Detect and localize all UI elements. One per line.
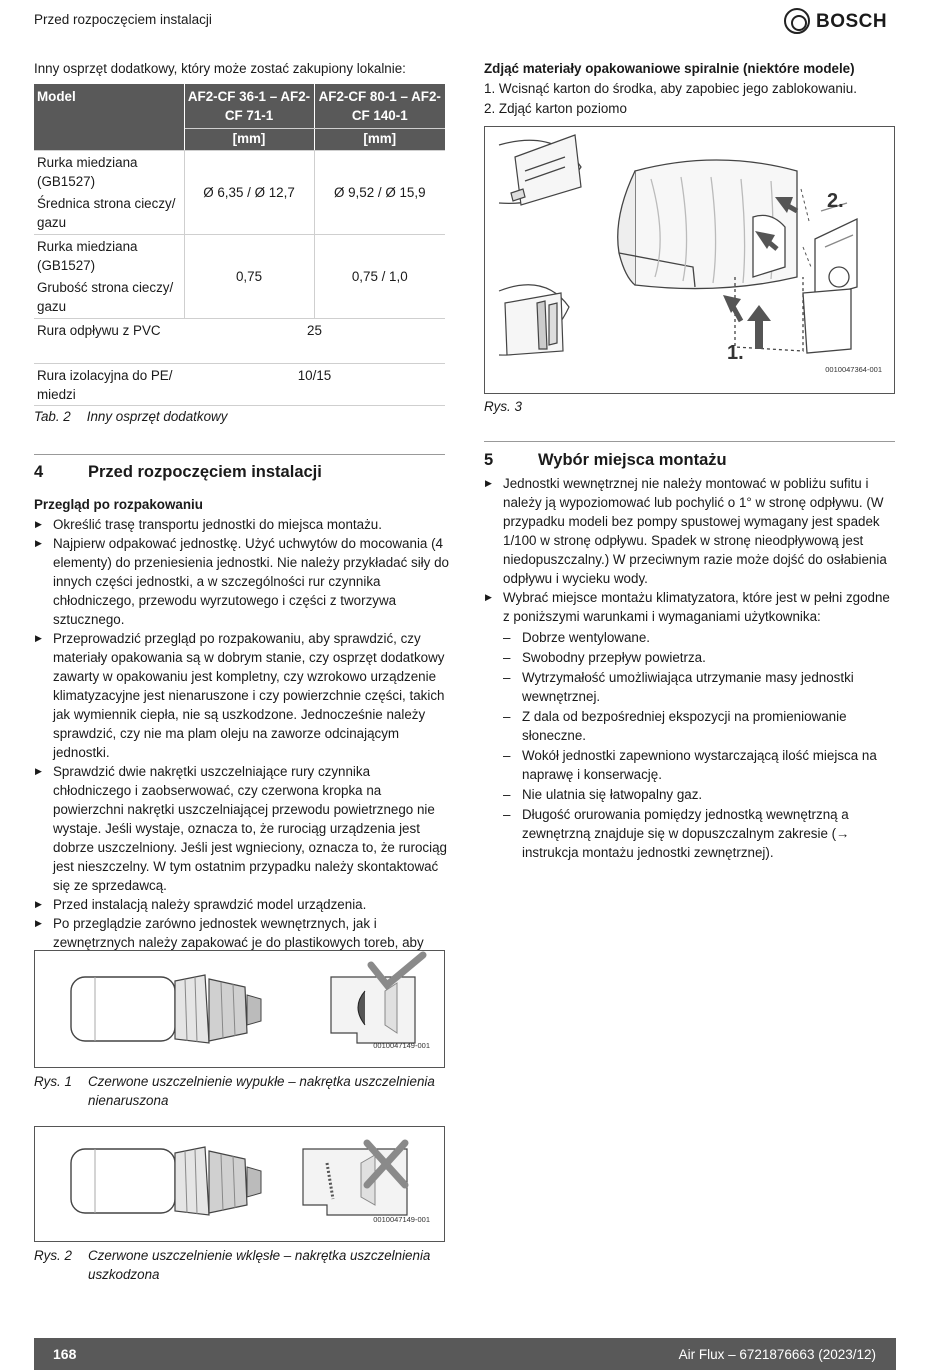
table-caption	[34, 407, 227, 426]
header-unit2: [mm]	[314, 129, 445, 151]
section-divider	[484, 441, 895, 442]
table-header-row	[34, 84, 445, 129]
location-list	[484, 474, 899, 863]
row-value: 10/15	[184, 364, 445, 406]
figure-1	[34, 950, 445, 1068]
packaging-removal-illustration	[485, 127, 895, 394]
subheading: Przegląd po rozpakowaniu	[34, 497, 203, 512]
packaging-step: 1. Wcisnąć karton do środka, aby zapobiec jego zablokowaniu.	[484, 81, 857, 96]
table-row	[34, 151, 445, 235]
accessories-table	[34, 84, 445, 406]
figure-1-caption	[34, 1072, 445, 1110]
figure-3-caption: Rys. 3	[484, 399, 522, 414]
header-unit1: [mm]	[184, 129, 314, 151]
row-label-line: Średnica strona cieczy/ gazu	[37, 196, 176, 230]
row-value: 0,75	[184, 235, 314, 319]
figure-2-caption	[34, 1246, 445, 1284]
row-label	[34, 151, 184, 235]
section-title: Przed rozpoczęciem instalacji	[88, 463, 322, 481]
figure-code: 0010047364-001	[825, 365, 882, 374]
figure-2	[34, 1126, 445, 1242]
list-item: ▶ Przeprowadzić przegląd po rozpakowaniu, aby sprawdzić, czy materiały opakowania są w dobrym stanie, czy osprzęt dodatkowy zawarty w opakowaniu jest kompletny, czy wzrokowo urządzenie klimatyzacyjne jest nienaruszone i czy powierzchnie części, takich jak wymiennik ciepła, nie są uszkodzone. Jednocześnie należy sprawdzić, czy nie ma plam oleju na zaworze odcinającym jednostki.	[34, 629, 449, 762]
header-model: Model	[34, 84, 184, 151]
row-value: Ø 6,35 / Ø 12,7	[184, 151, 314, 235]
step-2-marker: 2.	[827, 190, 844, 212]
table-row	[34, 364, 445, 406]
bosch-armature-icon	[784, 8, 810, 34]
caption-label: Rys. 1	[34, 1074, 72, 1089]
condition-item: – Długość orurowania pomiędzy jednostką wewnętrzną a zewnętrzną znajduje się w dopuszczalnym zakresie (→ instrukcja montażu jednostki zewnętrznej).	[503, 805, 899, 862]
condition-item: – Wytrzymałość umożliwiająca utrzymanie masy jednostki wewnętrznej.	[503, 668, 899, 706]
section-number: 4	[34, 463, 44, 481]
table-row	[34, 235, 445, 319]
figure-code: 0010047149-001	[373, 1215, 430, 1224]
step-1-marker: 1.	[727, 342, 744, 364]
section-5-heading	[484, 451, 727, 470]
caption-label: Rys. 2	[34, 1248, 72, 1263]
condition-item: – Swobodny przepływ powietrza.	[503, 648, 899, 667]
figure-3	[484, 126, 895, 394]
row-value: Ø 9,52 / Ø 15,9	[314, 151, 445, 235]
page-number: 168	[53, 1345, 77, 1362]
row-value: 25	[184, 319, 445, 364]
table-intro: Inny osprzęt dodatkowy, który może zostać zakupiony lokalnie:	[34, 61, 406, 76]
document-id: Air Flux – 6721876663 (2023/12)	[678, 1346, 876, 1362]
section-4-heading	[34, 463, 322, 482]
section-number: 5	[484, 451, 494, 469]
row-value: 0,75 / 1,0	[314, 235, 445, 319]
row-label-line: Grubość strona cieczy/ gazu	[37, 280, 174, 314]
condition-item: – Dobrze wentylowane.	[503, 628, 899, 647]
packaging-heading: Zdjąć materiały opakowaniowe spiralnie (niektóre modele)	[484, 61, 855, 76]
caption-text: Inny osprzęt dodatkowy	[86, 409, 228, 424]
header-col1: AF2-CF 36-1 – AF2-CF 71-1	[184, 84, 314, 129]
list-item: ▶ Jednostki wewnętrznej nie należy montować w pobliżu sufitu i należy ją wypoziomować lub pochylić o 1° w stronę odpływu. (W przypadku modeli bez pompy spustowej wymagany jest spadek 1/100 w stronę odpływu. Spadek w stronę nieodpływową jest niedopuszczalny.) W przeciwnym razie może dojść do osłabienia odpływu i wycieku wody.	[484, 474, 899, 588]
row-label-line: Rurka miedziana (GB1527)	[37, 155, 138, 189]
packaging-step: 2. Zdjąć karton poziomo	[484, 101, 627, 116]
list-item: ▶ Sprawdzić dwie nakrętki uszczelniające rury czynnika chłodniczego i zaobserwować, czy czerwona kropka na powierzchni nakrętki uszczelniającej przewodu powietrznego nie wystaje. Jeśli wystaje, oznacza to, że rurociąg urządzenia jest dobrze uszczelniony. Jeśli jest wgnieciony, oznacza to, że rurociąg jest nieszczelny. W tym ostatnim przypadku należy skontaktować się ze sprzedawcą.	[34, 762, 449, 895]
list-item: ▶ Określić trasę transportu jednostki do miejsca montażu.	[34, 515, 449, 534]
condition-item: – Nie ulatnia się łatwopalny gaz.	[503, 785, 899, 804]
list-item: ▶ Przed instalacją należy sprawdzić model urządzenia.	[34, 895, 449, 914]
figure-code: 0010047149-001	[373, 1041, 430, 1050]
caption-text: Czerwone uszczelnienie wypukłe – nakrętka uszczelnienia nienaruszona	[88, 1074, 435, 1108]
caption-text: Czerwone uszczelnienie wklęsłe – nakrętka uszczelnienia uszkodzona	[88, 1248, 431, 1282]
brand-name: BOSCH	[816, 10, 888, 32]
list-item: ▶ Po przeglądzie zarówno jednostek wewnętrznych, jak i zewnętrznych należy zapakować je do plastikowych toreb, aby	[34, 914, 449, 971]
section-divider	[34, 454, 445, 455]
row-label: Rura odpływu z PVC	[34, 319, 184, 364]
condition-item: – Z dala od bezpośredniej ekspozycji na promieniowanie słoneczne.	[503, 707, 899, 745]
row-label: Rura izolacyjna do PE/ miedzi	[34, 364, 184, 406]
list-item-text: Wybrać miejsce montażu klimatyzatora, które jest w pełni zgodne z poniższymi warunkami i wymaganiami użytkownika:	[503, 590, 890, 624]
bosch-logo	[784, 8, 887, 34]
section-title: Wybór miejsca montażu	[538, 451, 727, 469]
header-col2: AF2-CF 80-1 – AF2-CF 140-1	[314, 84, 445, 129]
row-label	[34, 235, 184, 319]
row-label-line: Rurka miedziana (GB1527)	[37, 239, 138, 273]
inspection-list	[34, 515, 449, 971]
page-footer	[34, 1338, 896, 1370]
condition-item: – Wokół jednostki zapewniono wystarczającą ilość miejsca na naprawę i konserwację.	[503, 746, 899, 784]
running-header: Przed rozpoczęciem instalacji	[34, 12, 212, 27]
list-item: ▶ Najpierw odpakować jednostkę. Użyć uchwytów do mocowania (4 elementy) do przeniesienia jednostki. Nie należy przykładać siły do innych części jednostki, a w szczególności rur czynnika chłodniczego, przewodu wyrzutowego i części z tworzywa sztucznego.	[34, 534, 449, 629]
conditions-list	[503, 628, 899, 862]
list-item	[484, 588, 899, 862]
table-row	[34, 319, 445, 364]
caption-label: Tab. 2	[34, 409, 71, 424]
